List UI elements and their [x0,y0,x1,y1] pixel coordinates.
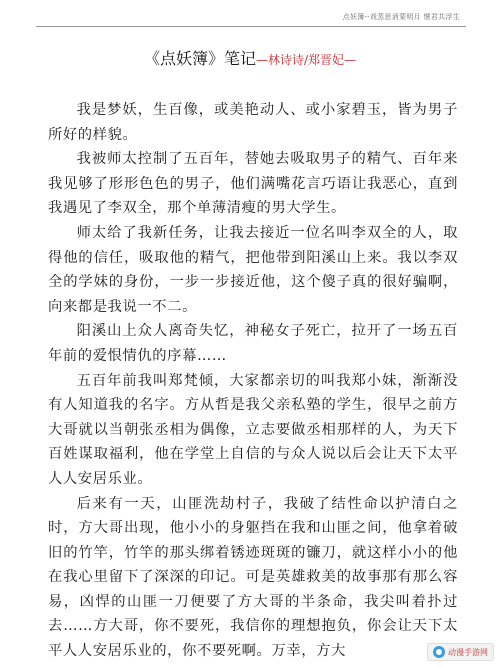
document-title [0,46,500,69]
site-watermark-logo [427,643,494,661]
logo-mark-icon [433,646,445,658]
title-author: —林诗诗/郑晋妃— [255,53,357,67]
paragraph-1: 我是梦妖，生百像，或美艳动人、或小家碧玉，皆为男子所好的样貌。 [48,102,458,143]
running-header: 点妖簿--戏蒸思消蒙明月 惬君共浮生 [342,13,460,21]
paragraph-4: 阳溪山上众人离奇失忆，神秘女子死亡，拉开了一场五百年前的爱恨情仇的序幕…… [48,323,458,364]
paragraph-6: 后来有一天，山匪洗劫村子，我破了结性命以护清白之时，方大哥出现，他小小的身躯挡在我和山匪之间，他拿着破旧的竹竿，竹竿的那头绑着锈迹斑斑的镰刀，就这样小小的他在我心里留下了深深的印记。可是英雄救美的故事那有那么容易，凶悍的山匪一刀便要了方大哥的半条命，我尖叫着扑过去……方大哥，你不要死，我信你的理想抱负，你会让天下太平人人安居乐业的，你不要死啊。万幸，方大 [48,495,458,660]
paragraph-5: 五百年前我叫郑梵倾，大家都亲切的叫我郑小妹，渐渐没有人知道我的名字。方从哲是我父亲私塾的学生，很早之前方大哥就以当朝张丞相为偶像，立志要做丞相那样的人，为天下百姓谋取福利，他在学堂上自信的与众人说以后会让天下太平人人安居乐业。 [48,372,458,487]
logo-text: 动漫手游网 [448,647,488,657]
paragraph-2: 我被师太控制了五百年，替她去吸取男子的精气、百年来我见够了形形色色的男子，他们满嘴花言巧语让我恶心，直到我遇见了李双全，那个单薄清瘦的男大学生。 [48,151,458,217]
header-rule [36,26,466,27]
body-text [48,98,458,664]
title-main: 《点妖簿》笔记 [143,49,256,68]
paragraph-3: 师太给了我新任务，让我去接近一位名叫李双全的人，取得他的信任，吸取他的精气，把他带到阳溪山上来。我以李双全的学妹的身份，一步一步接近他，这个傻子真的很好骗啊，向来都是我说一不二。 [48,224,458,315]
